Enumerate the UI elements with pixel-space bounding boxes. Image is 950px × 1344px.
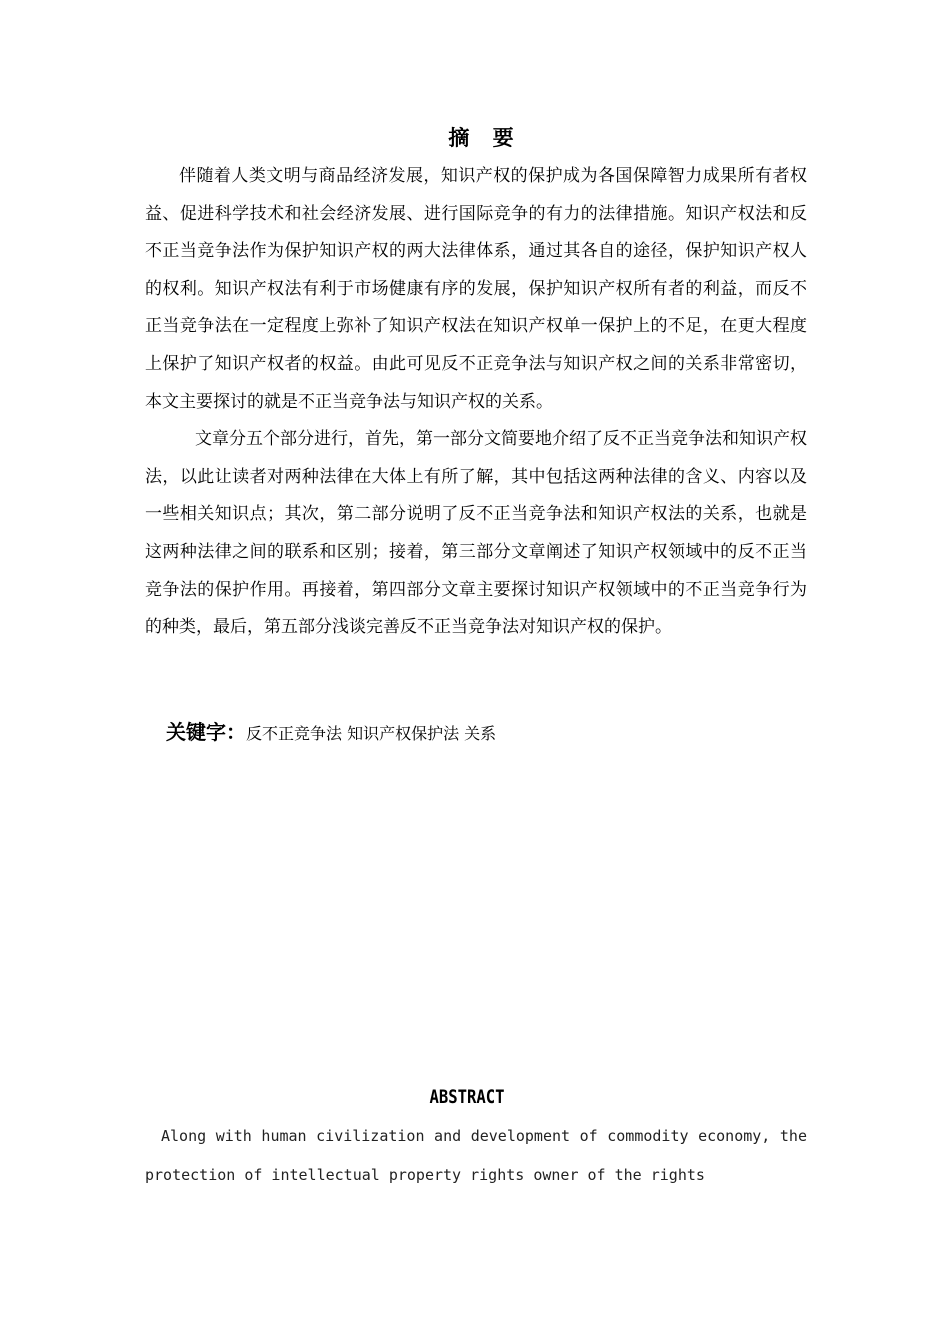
keywords-label: 关键字：	[166, 720, 246, 744]
keywords-line	[166, 716, 496, 750]
chinese-abstract-title: 摘 要	[448, 126, 522, 150]
english-abstract-paragraph: Along with human civilization and development of commodity economy, the protection of intellectual property rights owner of the rights	[145, 1127, 807, 1184]
english-abstract-title: ABSTRACT	[429, 1086, 505, 1108]
chinese-abstract-body	[145, 158, 807, 647]
chinese-abstract-paragraph-1: 伴随着人类文明与商品经济发展，知识产权的保护成为各国保障智力成果所有者权益、促进科学技术和社会经济发展、进行国际竞争的有力的法律措施。知识产权法和反不正当竞争法作为保护知识产权的两大法律体系，通过其各自的途径，保护知识产权人的权利。知识产权法有利于市场健康有序的发展，保护知识产权所有者的利益，而反不正当竞争法在一定程度上弥补了知识产权法在知识产权单一保护上的不足，在更大程度上保护了知识产权者的权益。由此可见反不正竞争法与知识产权之间的关系非常密切，本文主要探讨的就是不正当竞争法与知识产权的关系。	[145, 166, 807, 412]
keywords-text: 反不正竞争法 知识产权保护法 关系	[246, 724, 497, 743]
chinese-abstract-paragraph-2: 文章分五个部分进行，首先，第一部分文简要地介绍了反不正当竞争法和知识产权法，以此让读者对两种法律在大体上有所了解，其中包括这两种法律的含义、内容以及一些相关知识点；其次，第二部分说明了反不正当竞争法和知识产权法的关系，也就是这两种法律之间的联系和区别；接着，第三部分文章阐述了知识产权领域中的反不正当竞争法的保护作用。再接着，第四部分文章主要探讨知识产权领域中的不正当竞争行为的种类，最后，第五部分浅谈完善反不正当竞争法对知识产权的保护。	[145, 429, 807, 638]
